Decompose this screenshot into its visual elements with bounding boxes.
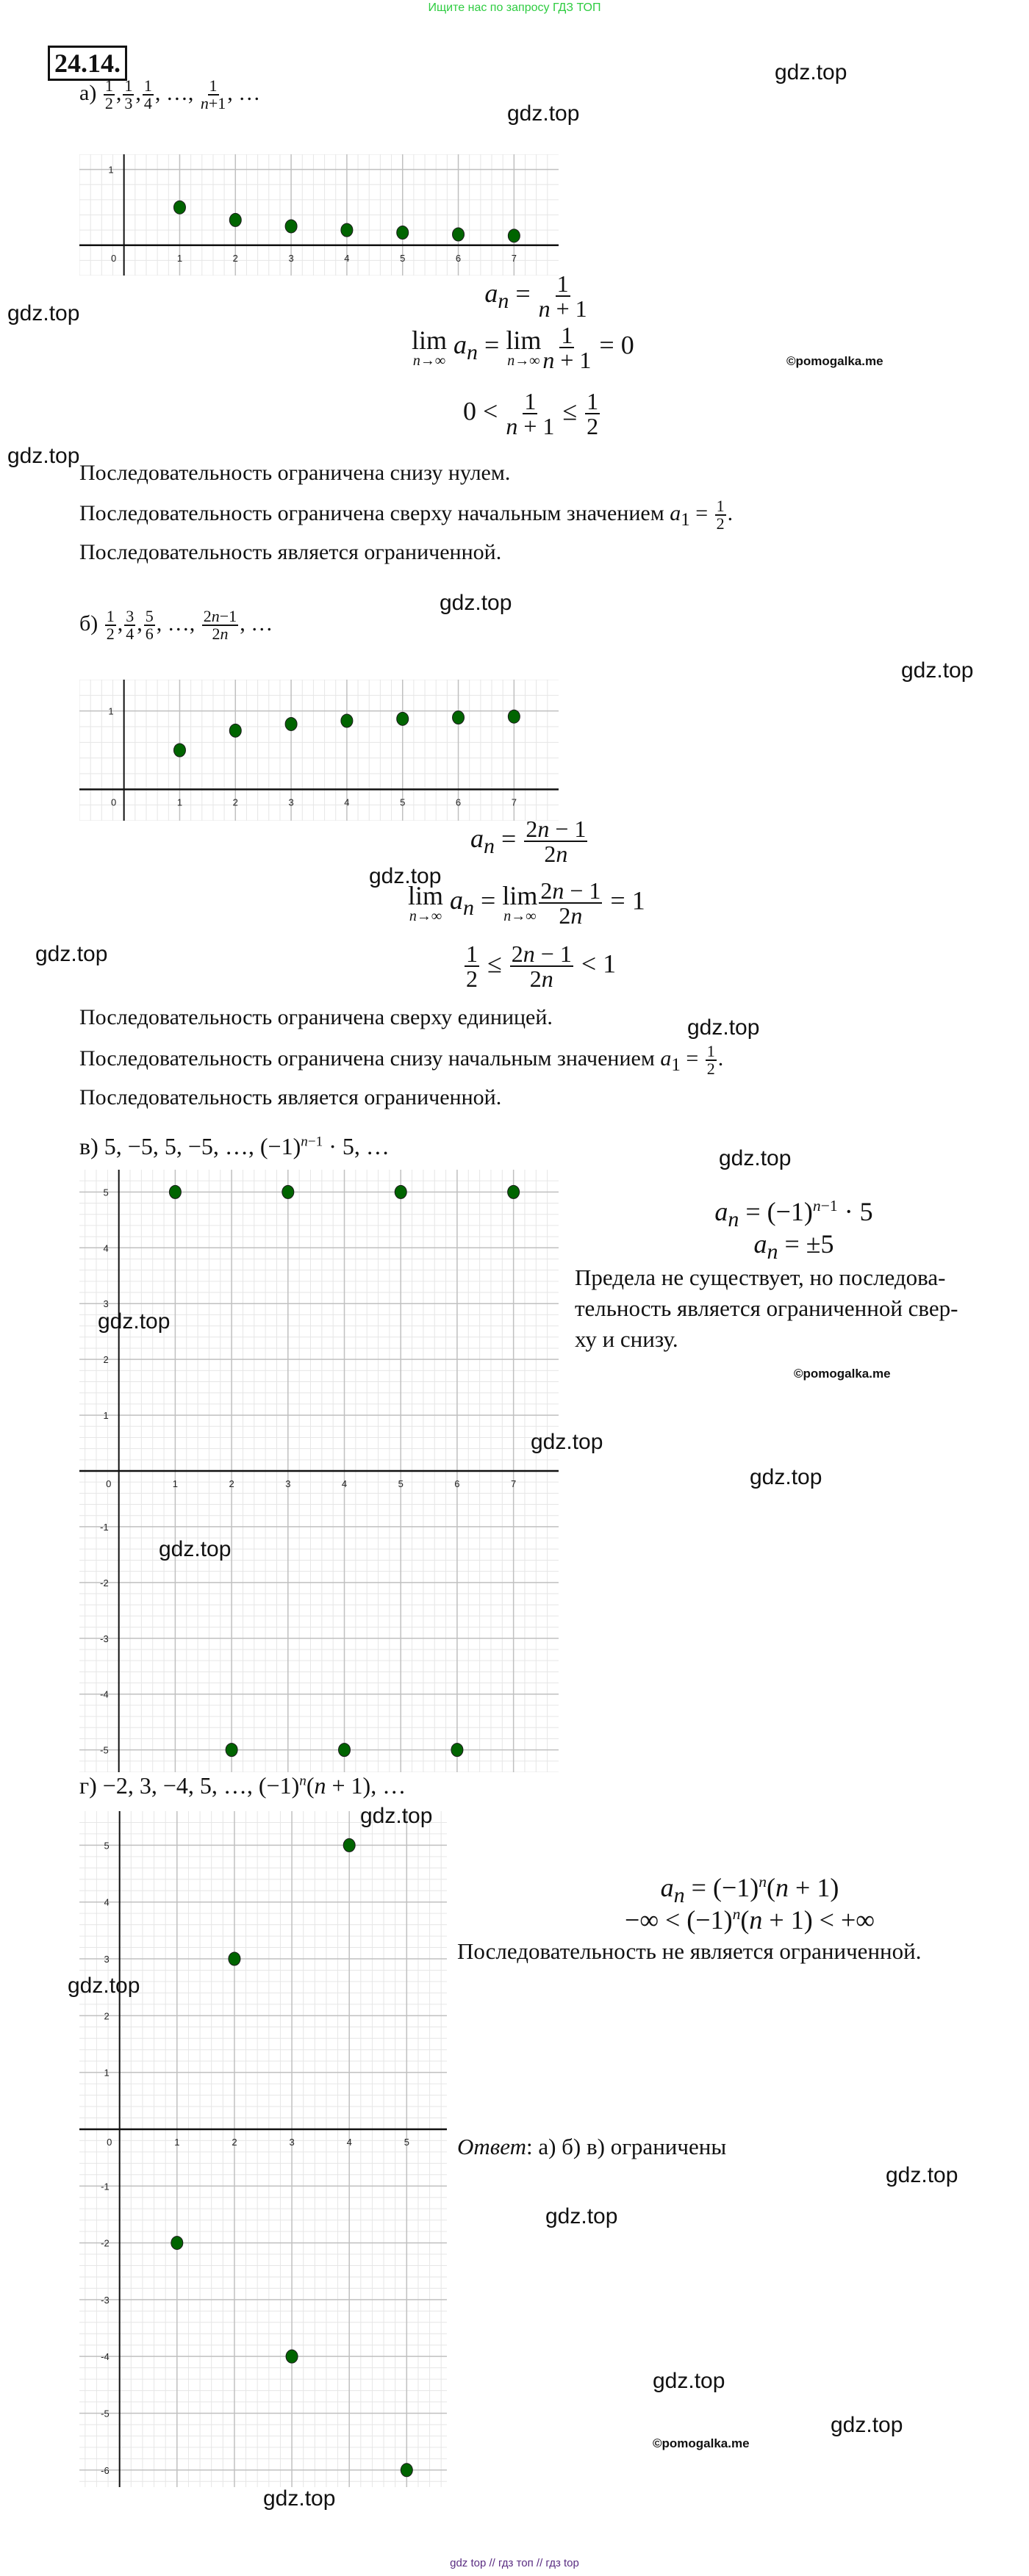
svg-text:3: 3 [288, 252, 294, 264]
data-point [451, 1744, 463, 1757]
part-a-line-2: Последовательность ограничена сверху начальным значением $a_1$ = $\frac{1}{2}$ . [79, 497, 734, 533]
data-point [341, 714, 353, 727]
svg-text:4: 4 [344, 252, 350, 264]
data-point [508, 710, 520, 723]
watermark: gdz.top [35, 942, 108, 966]
svg-text:0: 0 [111, 252, 117, 264]
svg-text:-3: -3 [100, 1633, 109, 1644]
svg-text:2: 2 [104, 2010, 110, 2022]
svg-text:2: 2 [232, 796, 238, 808]
svg-text:-2: -2 [100, 1577, 109, 1589]
watermark: gdz.top [507, 101, 580, 126]
watermark: gdz.top [360, 1804, 433, 1828]
part-b-label: б) [79, 611, 98, 636]
part-c-label: в) [79, 1133, 98, 1159]
data-point [173, 744, 185, 757]
data-point [171, 2237, 183, 2250]
part-a-label: а) [79, 80, 97, 105]
svg-text:-5: -5 [100, 1744, 109, 1756]
svg-text:6: 6 [455, 252, 462, 264]
data-point [173, 201, 185, 214]
chart-c [79, 1170, 559, 1772]
part-b-line-3: Последовательность является ограниченной. [79, 1085, 502, 1109]
data-point [508, 1185, 520, 1198]
svg-text:1: 1 [174, 2136, 180, 2148]
svg-text:6: 6 [455, 796, 462, 808]
part-c-formula-an: $a_n = (-1)^{n-1} \cdot 5$ [714, 1197, 873, 1232]
search-banner[interactable]: Ищите нас по запросу ГДЗ ТОП [428, 1, 601, 14]
svg-text:7: 7 [511, 796, 517, 808]
part-b-formula-lim: lim n→∞ $a_n$ = lim n→∞ $\frac{2n - 1}{2n}$ = 1 [408, 877, 645, 929]
svg-text:3: 3 [285, 1478, 291, 1489]
svg-text:-1: -1 [101, 2181, 110, 2192]
part-a-line-1: Последовательность ограничена снизу нулем. [79, 461, 511, 485]
part-a-formula-bound: 0 < $\frac{1}{n + 1}$ ≤ $\frac{1}{2}$ [463, 388, 599, 439]
svg-text:1: 1 [108, 705, 114, 717]
copyright-watermark: ©pomogalka.me [786, 354, 883, 368]
data-point [401, 2464, 412, 2477]
svg-text:5: 5 [104, 1840, 110, 1852]
data-point [229, 724, 241, 737]
data-point [453, 711, 465, 724]
watermark: gdz.top [531, 1430, 603, 1454]
svg-text:5: 5 [398, 1478, 404, 1489]
copyright-watermark: ©pomogalka.me [794, 1367, 891, 1381]
watermark: gdz.top [775, 60, 847, 84]
data-point [285, 220, 297, 233]
svg-text:4: 4 [341, 1478, 348, 1489]
svg-text:-1: -1 [100, 1521, 109, 1533]
svg-text:3: 3 [288, 796, 294, 808]
watermark: gdz.top [159, 1537, 232, 1561]
watermark: gdz.top [98, 1309, 171, 1334]
part-b-line-1: Последовательность ограничена сверху единицей. [79, 1005, 553, 1029]
svg-text:2: 2 [232, 2136, 237, 2148]
svg-text:5: 5 [400, 252, 406, 264]
svg-text:1: 1 [172, 1478, 179, 1489]
watermark: gdz.top [7, 301, 80, 325]
part-c-sequence: в) 5, −5, 5, −5, …, $(-1)^{n-1} \cdot 5$, … [79, 1133, 390, 1159]
svg-text:6: 6 [454, 1478, 460, 1489]
watermark: gdz.top [440, 591, 512, 615]
svg-text:0: 0 [111, 796, 117, 808]
watermark: gdz.top [263, 2486, 336, 2511]
svg-text:5: 5 [400, 796, 406, 808]
watermark: gdz.top [687, 1015, 760, 1040]
svg-text:1: 1 [104, 2067, 110, 2079]
svg-text:-3: -3 [101, 2294, 110, 2306]
data-point [229, 213, 241, 226]
data-point [282, 1185, 294, 1198]
part-c-explanation: Предела не существует, но последова- тельность является ограниченной свер- ху и снизу. [575, 1264, 958, 1352]
part-b-formula-bound: $\frac{1}{2}$ ≤ $\frac{2n - 1}{2n}$ < 1 [466, 940, 617, 992]
part-c-formula-pm: $a_n = \pm 5$ [753, 1229, 834, 1264]
svg-text:5: 5 [404, 2136, 409, 2148]
watermark: gdz.top [68, 1974, 140, 1998]
svg-text:-4: -4 [100, 1688, 109, 1700]
part-a-line-3: Последовательность является ограниченной. [79, 540, 502, 564]
svg-text:7: 7 [511, 1478, 517, 1489]
svg-text:0: 0 [107, 2136, 112, 2148]
problem-number: 24.14. [48, 46, 127, 81]
data-point [339, 1744, 351, 1757]
data-point [229, 1952, 240, 1965]
watermark: gdz.top [653, 2369, 725, 2393]
part-a-sequence: а) $\frac{1}{2}$ , $\frac{1}{3}$ , $\frac{1}{4}$ , …, $\frac{1}{n+1}$ , … [79, 76, 261, 112]
watermark: gdz.top [886, 2163, 958, 2187]
svg-text:5: 5 [103, 1187, 109, 1198]
part-d-label: г) [79, 1772, 97, 1799]
answer [457, 2132, 726, 2162]
part-b-line-2: Последовательность ограничена снизу начальным значением $a_1$ = $\frac{1}{2}$ . [79, 1042, 724, 1078]
svg-text:3: 3 [289, 2136, 295, 2148]
data-point [508, 229, 520, 242]
data-point [169, 1185, 181, 1198]
svg-text:4: 4 [103, 1242, 109, 1254]
svg-text:1: 1 [176, 252, 183, 264]
watermark: gdz.top [7, 444, 80, 468]
chart-d [79, 1811, 447, 2487]
chart-b [79, 680, 559, 821]
chart-a [79, 154, 559, 276]
svg-text:1: 1 [176, 796, 183, 808]
answer-text: : а) б) в) ограничены [526, 2134, 727, 2159]
svg-text:-2: -2 [101, 2237, 110, 2249]
watermark: gdz.top [831, 2413, 903, 2437]
svg-text:2: 2 [232, 252, 238, 264]
part-d-sequence: г) −2, 3, −4, 5, …, $(-1)^n(n + 1)$, … [79, 1772, 406, 1799]
data-point [397, 226, 409, 240]
svg-text:1: 1 [108, 164, 114, 176]
part-d-formula-an: $a_n = (-1)^n(n + 1)$ [660, 1873, 839, 1908]
data-point [343, 1838, 355, 1852]
svg-text:4: 4 [344, 796, 350, 808]
data-point [395, 1185, 406, 1198]
data-point [453, 228, 465, 241]
answer-label: Ответ [457, 2134, 526, 2159]
part-a-formula-lim: lim n→∞ $a_n$ = lim n→∞ $\frac{1}{n + 1}$ = 0 [412, 322, 634, 373]
watermark: gdz.top [545, 2204, 618, 2228]
svg-text:1: 1 [103, 1410, 109, 1422]
copyright-watermark: ©pomogalka.me [653, 2436, 750, 2450]
data-point [397, 712, 409, 725]
svg-text:4: 4 [104, 1896, 110, 1908]
watermark: gdz.top [369, 864, 442, 888]
svg-text:3: 3 [103, 1298, 109, 1310]
data-point [286, 2350, 298, 2363]
svg-text:2: 2 [103, 1354, 109, 1366]
part-d-line-1: Последовательность не является ограниченной. [457, 1938, 922, 1964]
svg-text:4: 4 [346, 2136, 352, 2148]
svg-text:7: 7 [511, 252, 517, 264]
svg-text:0: 0 [106, 1478, 112, 1489]
svg-text:-6: -6 [101, 2464, 110, 2476]
part-b-formula-an: $a_n$ = $\frac{2n - 1}{2n}$ [470, 816, 587, 867]
data-point [226, 1744, 237, 1757]
svg-text:2: 2 [229, 1478, 234, 1489]
watermark: gdz.top [901, 658, 974, 683]
part-d-formula-bound: −∞ < $(-1)^n(n + 1)$ < +∞ [625, 1905, 875, 1935]
part-b-sequence: б) $\frac{1}{2}$ , $\frac{3}{4}$ , $\frac{5}{6}$ , …, $\frac{2n-1}{2n}$ , … [79, 607, 273, 643]
data-point [341, 223, 353, 237]
svg-text:-5: -5 [101, 2408, 110, 2420]
watermark: gdz.top [750, 1465, 822, 1489]
svg-text:3: 3 [104, 1954, 110, 1965]
part-a-formula-an: $a_n$ = $\frac{1}{n + 1}$ [484, 270, 587, 322]
watermark: gdz.top [719, 1146, 792, 1170]
svg-text:-4: -4 [101, 2351, 110, 2363]
footer-links[interactable]: gdz top // гдз топ // гдз top [450, 2557, 579, 2569]
data-point [285, 717, 297, 730]
